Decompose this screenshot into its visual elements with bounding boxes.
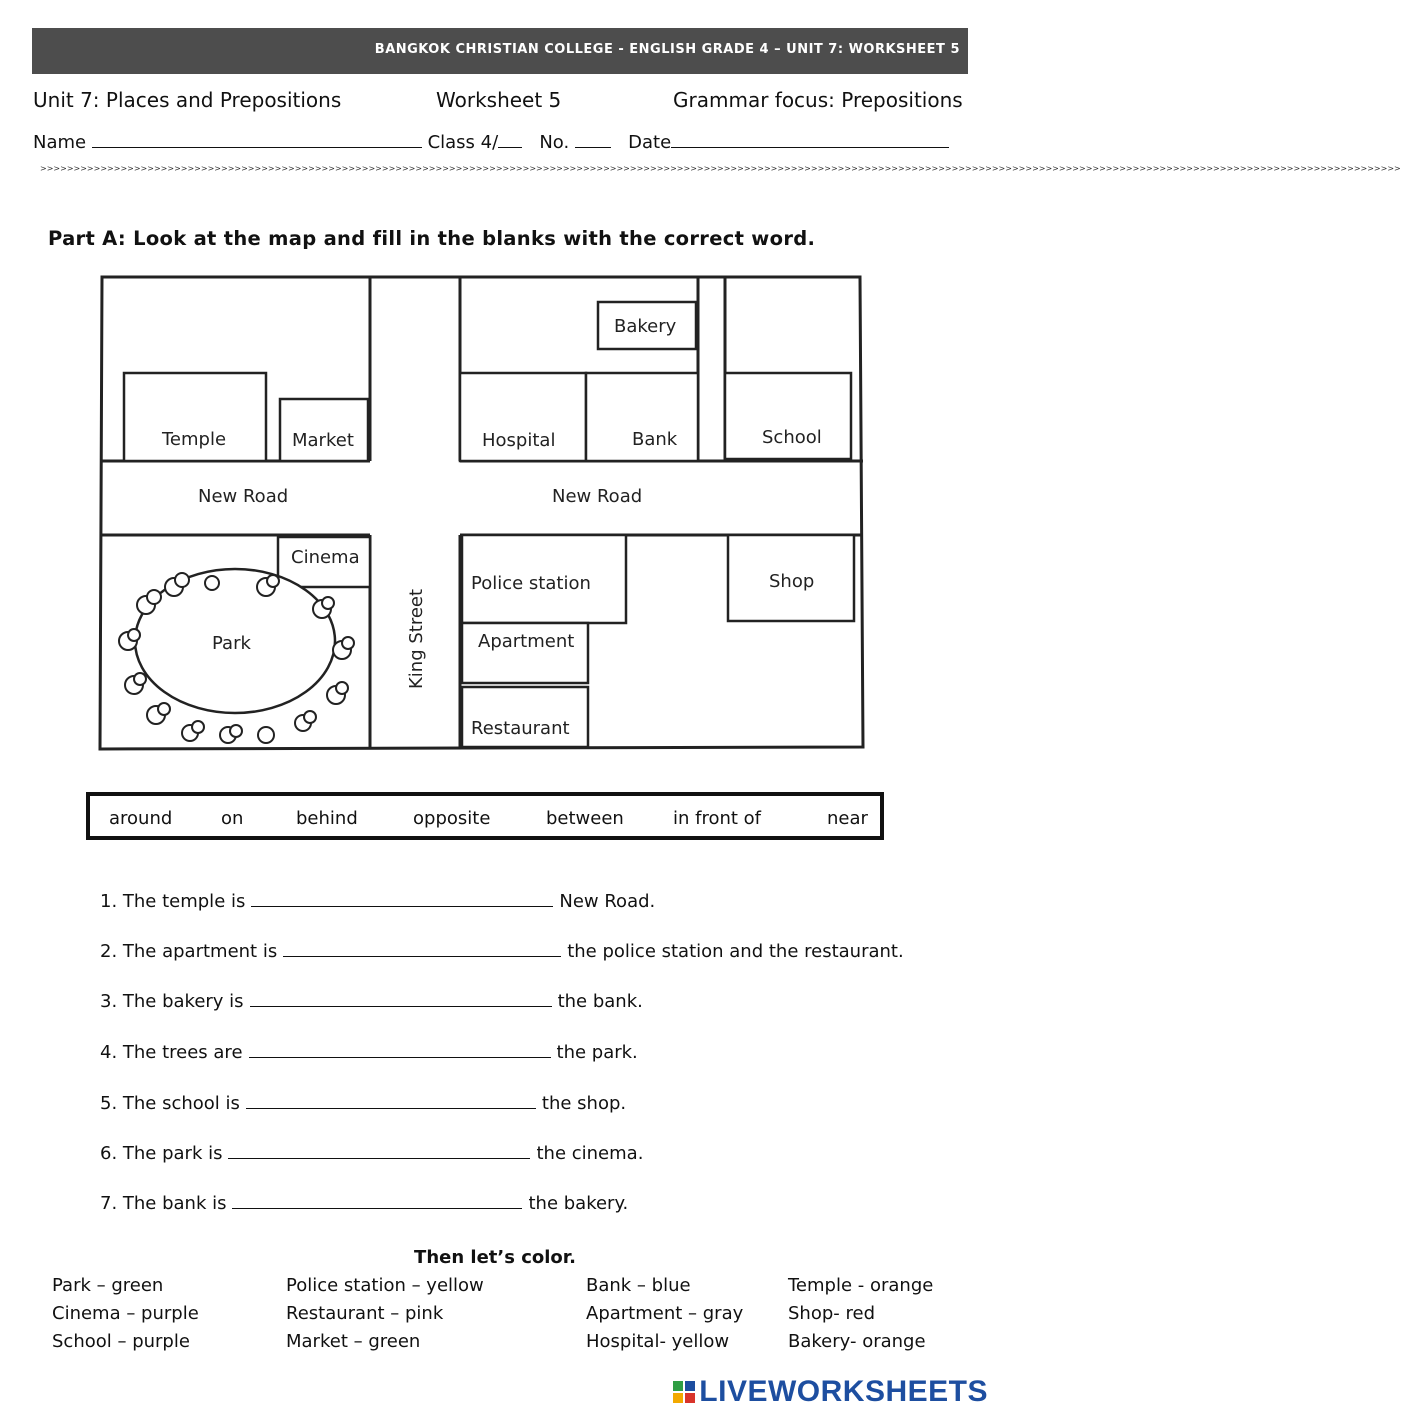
- answer-blank-1[interactable]: [251, 890, 553, 907]
- tree-icon: [295, 711, 316, 731]
- question-1: [100, 890, 655, 912]
- king-street-label: King Street: [406, 588, 427, 689]
- question-5-prefix: 5. The school is: [100, 1093, 240, 1114]
- class-label: Class 4/: [427, 132, 499, 153]
- cinema-label: Cinema: [291, 547, 360, 568]
- tree-icon: [125, 673, 146, 694]
- question-3: [100, 990, 643, 1012]
- new-road-left-label: New Road: [198, 486, 289, 507]
- word-behind[interactable]: behind: [296, 808, 358, 829]
- question-2: [100, 940, 904, 962]
- word-near[interactable]: near: [827, 808, 868, 829]
- apartment-label: Apartment: [478, 631, 575, 652]
- worksheet-title: Worksheet 5: [436, 88, 562, 112]
- date-label: Date: [628, 132, 672, 153]
- park-label: Park: [212, 633, 251, 654]
- answer-blank-2[interactable]: [283, 940, 561, 957]
- no-label: No.: [539, 132, 570, 153]
- question-7: [100, 1192, 628, 1214]
- liveworksheets-logo-icon: [673, 1381, 695, 1403]
- market-label: Market: [292, 430, 354, 451]
- color-column-4: [788, 1272, 933, 1356]
- question-3-suffix: the bank.: [557, 991, 643, 1012]
- restaurant-label: Restaurant: [471, 718, 570, 739]
- police-station-label: Police station: [471, 573, 591, 594]
- answer-blank-7[interactable]: [232, 1192, 522, 1209]
- question-7-prefix: 7. The bank is: [100, 1193, 227, 1214]
- question-2-prefix: 2. The apartment is: [100, 941, 278, 962]
- color-column-2: [286, 1272, 484, 1356]
- divider-line: >>>>>>>>>>>>>>>>>>>>>>>>>>>>>>>>>>>>>>>>>>>>>>>>>>>>>>>>>>>>>>>>>>>>>>>>>>>>>>>>>>>>>>>>>>>>>>>>>>>>>>>>>>>>>>>>>>>>>>>>>>>>>>>>>>>>>>>>>>>>>>>>>>>>>>>>>>>>>>>>>>>>>>>>>>>>>>>>>>>>>>>>>>>>>>>>>>>>>>>>>>>: [40, 164, 1401, 173]
- word-bank: [86, 792, 884, 840]
- tree-icon: [182, 721, 204, 741]
- unit-title: Unit 7: Places and Prepositions: [33, 88, 342, 112]
- question-5-suffix: the shop.: [541, 1093, 627, 1114]
- color-item: Bakery- orange: [788, 1331, 926, 1352]
- answer-blank-3[interactable]: [250, 990, 552, 1007]
- question-7-suffix: the bakery.: [528, 1193, 629, 1214]
- tree-icon: [147, 703, 170, 724]
- color-column-1: [52, 1272, 199, 1356]
- grammar-focus: Grammar focus: Prepositions: [673, 88, 963, 112]
- hospital-label: Hospital: [482, 430, 556, 451]
- question-4-suffix: the park.: [556, 1042, 638, 1063]
- color-item: Apartment – gray: [586, 1303, 744, 1324]
- date-field[interactable]: [671, 129, 949, 148]
- color-item: Bank – blue: [586, 1275, 691, 1296]
- question-4-prefix: 4. The trees are: [100, 1042, 243, 1063]
- answer-blank-6[interactable]: [228, 1142, 530, 1159]
- answer-blank-4[interactable]: [249, 1041, 551, 1058]
- bakery-label: Bakery: [614, 316, 677, 337]
- brand-text: LIVEWORKSHEETS: [699, 1375, 988, 1408]
- question-6-suffix: the cinema.: [536, 1143, 644, 1164]
- word-opposite[interactable]: opposite: [413, 808, 491, 829]
- question-6-prefix: 6. The park is: [100, 1143, 223, 1164]
- header-banner: [32, 28, 968, 74]
- color-item: Shop- red: [788, 1303, 875, 1324]
- color-item: Market – green: [286, 1331, 421, 1352]
- liveworksheets-brand: [673, 1375, 988, 1409]
- question-1-suffix: New Road.: [559, 891, 656, 912]
- question-3-prefix: 3. The bakery is: [100, 991, 244, 1012]
- color-item: Hospital- yellow: [586, 1331, 730, 1352]
- banner-text: BANGKOK CHRISTIAN COLLEGE - ENGLISH GRADE 4 – UNIT 7: WORKSHEET 5: [374, 42, 960, 57]
- question-6: [100, 1142, 643, 1164]
- question-4: [100, 1041, 638, 1063]
- word-around[interactable]: around: [109, 808, 173, 829]
- color-column-3: [586, 1272, 743, 1356]
- name-field[interactable]: [92, 129, 422, 148]
- tree-icon: [205, 576, 219, 590]
- question-2-suffix: the police station and the restaurant.: [567, 941, 904, 962]
- new-road-right-label: New Road: [552, 486, 643, 507]
- school-label: School: [762, 427, 822, 448]
- color-item: School – purple: [52, 1331, 190, 1352]
- word-between[interactable]: between: [546, 808, 624, 829]
- question-5: [100, 1092, 626, 1114]
- shop-label: Shop: [769, 571, 815, 592]
- color-item: Cinema – purple: [52, 1303, 199, 1324]
- bank-label: Bank: [632, 429, 678, 450]
- tree-icon: [220, 725, 242, 743]
- no-field[interactable]: [575, 129, 611, 148]
- temple-label: Temple: [162, 429, 227, 450]
- part-a-instruction: Part A: Look at the map and fill in the blanks with the correct word.: [48, 227, 816, 250]
- color-item: Temple - orange: [788, 1275, 934, 1296]
- name-label: Name: [33, 132, 87, 153]
- word-on[interactable]: on: [221, 808, 244, 829]
- question-1-prefix: 1. The temple is: [100, 891, 246, 912]
- tree-icon: [258, 727, 274, 743]
- town-map: [98, 275, 868, 755]
- answer-blank-5[interactable]: [246, 1092, 536, 1109]
- coloring-title: Then let’s color.: [414, 1247, 576, 1268]
- tree-icon: [327, 682, 348, 704]
- student-info-row: [33, 129, 949, 153]
- color-item: Police station – yellow: [286, 1275, 484, 1296]
- word-in-front-of[interactable]: in front of: [673, 808, 762, 829]
- color-item: Restaurant – pink: [286, 1303, 444, 1324]
- color-item: Park – green: [52, 1275, 164, 1296]
- class-field[interactable]: [498, 129, 522, 148]
